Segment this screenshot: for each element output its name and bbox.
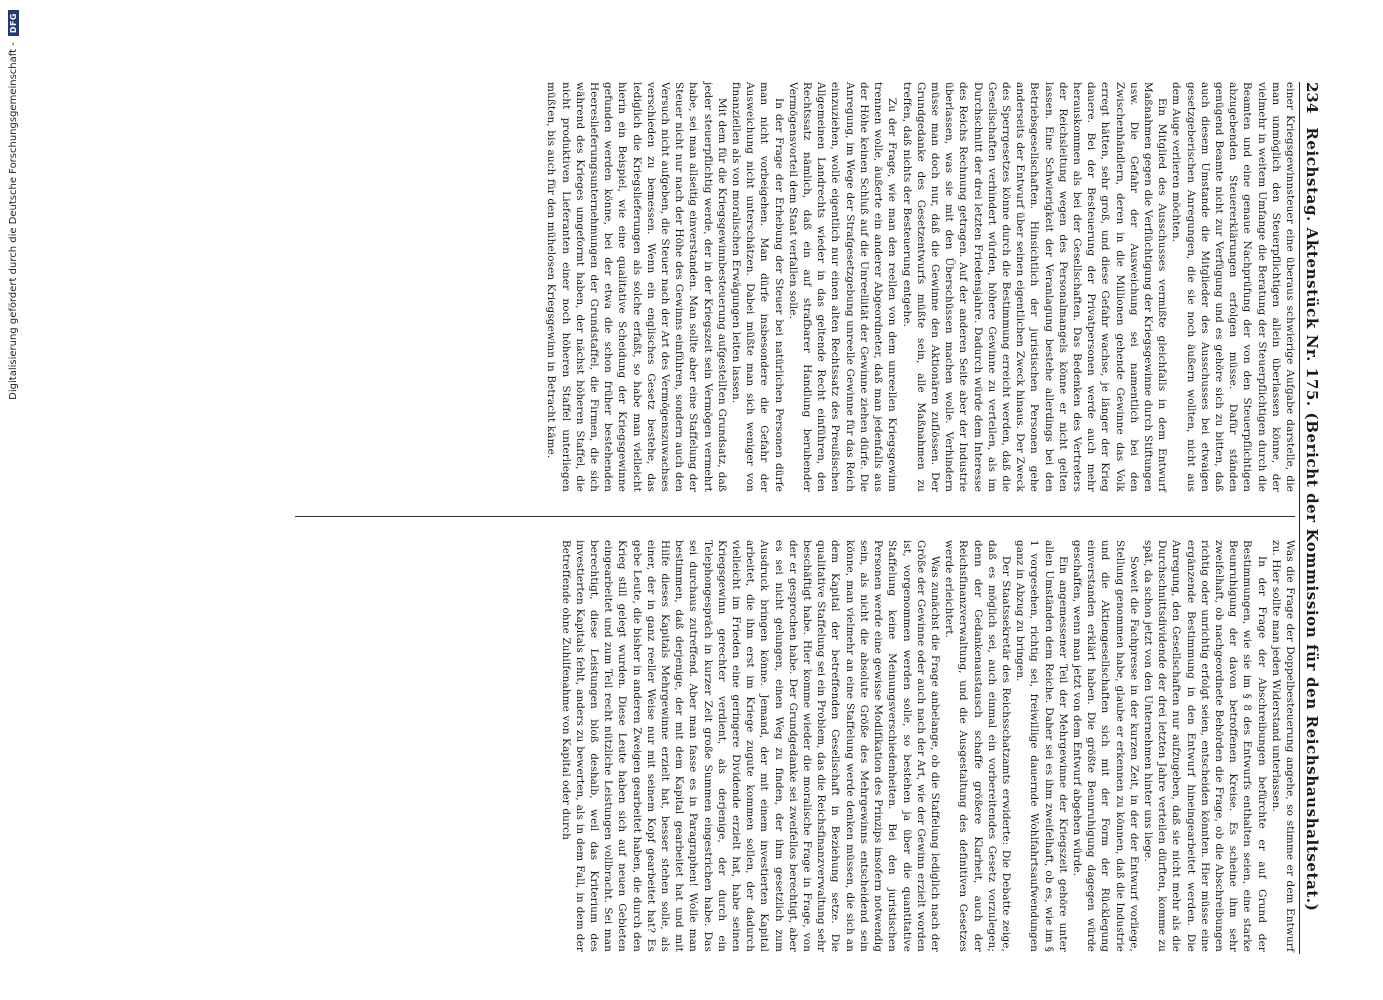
footer-strip <box>0 0 22 1000</box>
left-column <box>287 82 1297 492</box>
paragraph: Ein angemessener Teil der Mehrgewinne der Kriegszeit gehöre unter allen Umständen dem Reiche. Daher sei es ihm zweifelhaft, ob es, wie im § 1 vorgesehen, richtig sei, freiwillige dauernde Wohlfahrtsaufwendungen ganz in Abzug zu bringen. <box>1014 540 1069 952</box>
paragraph: In der Frage der Erhebung der Steuer bei natürlichen Personen dürfe man nicht vorbeigehen. Man dürfe insbesondere die Gefahr der Ausweichung nicht unterschätzen. Dabei müßte man sich weniger von finanziellen als von moralischen Erwägungen leiten lassen. <box>730 82 785 492</box>
paragraph: Zu der Frage, wie man den reellen von dem unreellen Kriegsgewinn trennen wolle, äußerte ein anderer Abgeordneter, daß man jedenfalls aus der Höhe keinen Schluß auf die Unreellität der Gewinne ziehen dürfe. Die Anregung, im Wege der Strafgesetzgebung unreelle Gewinne für das Reich einzuziehen, wolle eigentlich nur einen alten Rechtssatz des Preußischen Allgemeinen Landrechts wieder in das geltende Recht einführen, den Rechtssatz nämlich, daß ein auf strafbarer Handlung beruhender Vermögensvorteil dem Staat verfallen solle. <box>786 82 899 492</box>
paragraph: Was zunächst die Frage anbelange, ob die Staffelung lediglich nach der Größe der Gewinne oder auch nach der Art, wie der Gewinn erzielt worden ist, vorgenommen werden solle, so bestehen ja über die quantitative Staffelung keine Meinungsverschiedenheiten. Bei den juristischen Personen werde eine gewisse Modifikation des Prinzips insofern notwendig sein, als nicht die absolute Größe des Mehrgewinns entscheidend sein könne, man vielmehr an eine Staffelung werde denken müssen, die sich an dem Kapital der betreffenden Gesellschaft in Beziehung setze. Die qualitative Staffelung sei ein Problem, das die Reichsfinanzverwaltung sehr beschäftigt habe. Hier komme wieder die moralische Frage in Frage, von der er gesprochen habe. Der Grundgedanke sei zweifellos berechtigt, aber es sei nicht gelungen, einen Weg zu finden, der ihm gesetzlich zum Ausdruck bringen könne. Jemand, der mit einem investierten Kapital arbeitet, die ihm erst im Kriege zugute kommen sollen, der dadurch vielleicht im Frieden eine geringere Dividende erzielt hat, habe seinen Kriegsgewinn gerechter verdient, als derjenige, der durch ein Telephongespräch in kurzer Zeit große Summen eingestrichen habe. Das sei durchaus zutreffend. Aber man fasse es in Paragraphen! Wolle man bestimmen, daß derjenige, der mit dem Kapital gearbeitet hat und mit Hilfe dieses Kapitals Mehrgewinne erzielt hat, besser stehen solle, als einer, der in ganz reeller Weise nur mit seinem Kopf gearbeitet hat? Es gebe Leute, die bisher in anderen Zweigen gearbeitet haben, die durch den Krieg still gelegt wurden. Diese Leute haben sich auf neuen Gebieten eingearbeitet und zum Teil recht nützliche Leistungen vollbracht. Sei man berechtigt, diese Leistungen bloß deshalb, weil das Kriterium des investierten Kapitals fehlt, anders zu bewerten, als in dem Fall, in dem der Betreffende ohne Zuhilfenahme von Kapital oder durch <box>559 540 941 952</box>
paragraph: einer Kriegsgewinnsteuer eine überaus schwierige Aufgabe darstelle, die man unmöglich den Steuerpflichtigen allein überlassen könne, der vielmehr in weitem Umfange die Beratung der Steuerpflichtigen durch die Beamten und eine genaue Nachprüfung der von den Steuerpflichtigen abzugebenden Steuererklärungen erfolgen müsse. Dafür ständen genügend Beamte nicht zur Verfügung und es gehöre sich zu bitten, daß auch diesem Umstande die Mitglieder des Ausschusses bei etwaigen gesetzgeberischen Anregungen, die sie noch äußern wollten, nicht aus dem Auge verlieren möchten. <box>1170 82 1296 492</box>
page-title: Reichstag. Aktenstück Nr. 175. (Bericht der Kommission für den Reichshaushaltsetat.) <box>1303 127 1321 912</box>
paragraph: In der Frage der Abschreibungen befürchte er auf Grund der Bestimmungen, wie sie im § 8 des Entwurfs enthalten seien, eine starke Beunruhigung der davon betroffenen Kreise. Es scheine ihm sehr zweifelhaft, ob nachgeordnete Behörden die Frage, ob die Abschreibungen richtig oder unrichtig erfolgt seien, entscheiden könnten. Hier müsse eine ergänzende Bestimmung in den Entwurf hineingearbeitet werden. Die Anregung, den Gesellschaften nur aufzugeben, daß sie nicht mehr als die Durchschnittsdividende der drei letzten Jahre verteilen dürften, komme zu spät, da schon jetzt von den Unternehmen hinter uns liege. <box>1141 540 1268 952</box>
page-number: 234 <box>1303 82 1321 114</box>
paragraph: Was die Frage der Doppelbesteuerung angehe, so stimme er dem Entwurf zu. Hier sollte man jeden Widerstand unterlassen. <box>1269 540 1296 952</box>
paragraph: Soweit die Fachpresse in der kurzen Zeit, in der der Entwurf vorliege, Stellung genommen habe, glaube er erkennen zu können, daß die Industrie und die Aktiengesellschaften sich mit der Form der Rücklegung einverstanden erklärt haben. Die größte Beunruhigung dagegen würde geschaffen, wenn man jetzt von dem Entwurf abgehen würde. <box>1070 540 1140 952</box>
right-column <box>287 540 1297 952</box>
paragraph: Der Staatssekretär des Reichsschatzamts erwiderte: Die Debatte zeige, daß es möglich sei, auch einmal ein vorbereitendes Gesetz vorzulegen; denn der Gedankenaustausch schaffe größere Klarheit, auch der Reichsfinanzverwaltung, und die Ausgestaltung des definitiven Gesetzes werde erleichtert. <box>943 540 1012 952</box>
footer <box>2 0 24 1000</box>
paragraph: Ein Mitglied des Ausschusses vermißte gleichfalls in dem Entwurf Maßnahmen gegen die Verflüchtigung der Kriegsgewinne durch Stiftungen usw. Die Gefahr der Ausweichung sei namentlich bei den Zwischenhändlern, deren in die Millionen gehende Gewinne das Volk erregt hätten, sehr groß, und diese Gefahr wachse, je länger der Krieg dauere. Bei der Besteuerung der Privatpersonen werde auch mehr herauskommen als bei der Gesellschaften. Das Bedenken des Vertreters der Reichsleitung wegen des Personalmangels könne er nicht gelten lassen. Eine Schwierigkeit der Veranlagung bestehe allerdings bei den Betriebsgesellschaften. Hinsichtlich der juristischen Personen gehe anderseits der Entwurf über seinen eigentlichen Zweck hinaus. Der Zweck des Sperrgesetzes könne durch die Bestimmung erreicht werden, daß die Gesellschaften verhindert würden, höhere Gewinne zu verteilen, als im Durchschnitt der drei letzten Friedensjahre. Dadurch würde dem Interesse des Reichs Rechnung getragen. Auf der anderen Seite aber der Industrie überlassen, was sie mit den Überschüssen machen wolle. Verhindern müsse man doch nur, daß die Gewinne den Aktionären zuflössen. Der Grundgedanke des Gesetzentwurfs müßte sein, alle Maßnahmen zu treffen, daß nichts der Besteuerung entgehe. <box>900 82 1169 492</box>
header-rule <box>1299 82 1300 954</box>
column-divider <box>295 516 1295 517</box>
page-header <box>1301 82 1323 954</box>
footer-attribution: Digitalisierung gefördert durch die Deutsche Forschungsgemeinschaft - <box>7 42 19 400</box>
dfg-logo: DFG <box>8 10 19 36</box>
paragraph: Mit dem für die Kriegsgewinnbesteuerung aufgestellten Grundsatz, daß jeder steuerpflichtig werde, der in der Kriegszeit sein Vermögen vermehrt habe, sei man allseitig einverstanden. Man sollte aber eine Staffelung der Steuer nicht nur nach der Höhe des Gewinns einführen, sondern auch den Versuch nicht aufgeben, die Steuer nach der Art des Vermögenszuwachses verschieden zu bemessen. Wenn ein englisches Gesetz bestehe, das lediglich die Kriegslieferungen als solche erfaßt, so habe man vielleicht hierin ein Beispiel, wie eine qualitative Scheidung der Kriegsgewinne gefunden werden könne, bei der etwa die schon früher bestehenden Heereslieferungsunternehmungen der Grundstaffel, die Firmen, die sich während des Krieges umgeformt haben, der nächst höheren Staffel, die nicht produktiven Lieferanten einer noch höheren Staffel unterliegen müßten, bis auch für den mühelosen Kriegsgewinn in Betracht käme. <box>545 82 728 492</box>
